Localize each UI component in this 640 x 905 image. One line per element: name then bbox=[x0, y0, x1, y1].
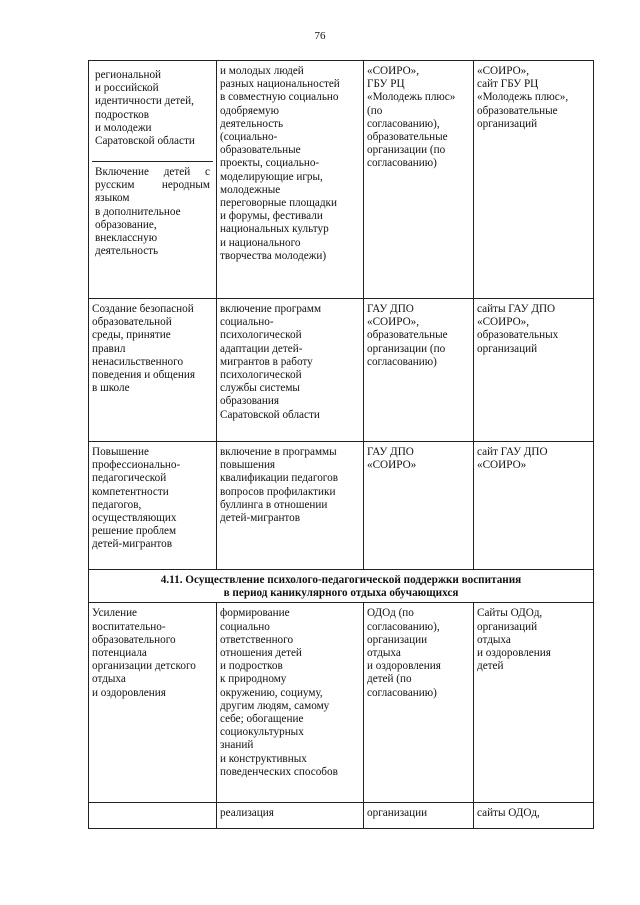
table-cell-2 bbox=[217, 603, 364, 803]
cell-line: языком bbox=[95, 192, 130, 205]
table-cell-4 bbox=[474, 603, 594, 803]
cell-line: вопросов профилактики bbox=[220, 485, 336, 498]
cell-line: и оздоровления bbox=[92, 686, 166, 699]
cell-line: (социально- bbox=[220, 131, 278, 144]
cell-line: организации (по bbox=[367, 342, 446, 355]
cell-line: сайт ГБУ РЦ bbox=[477, 78, 539, 91]
cell-line: повышения bbox=[220, 459, 276, 472]
cell-line: компетентности bbox=[92, 485, 169, 498]
cell-line: знаний bbox=[220, 739, 254, 752]
cell-line: образовательных bbox=[477, 329, 559, 342]
cell-line: и оздоровления bbox=[367, 660, 441, 673]
cell-line: службы системы bbox=[220, 382, 300, 395]
cell-line: реализация bbox=[220, 807, 274, 820]
cell-line: и молодых людей bbox=[220, 65, 304, 77]
table-row bbox=[89, 442, 594, 570]
cell-line: и национального bbox=[220, 236, 301, 249]
cell-line: и оздоровления bbox=[477, 647, 551, 660]
cell-line: ГАУ ДПО bbox=[367, 303, 414, 315]
table-cell-3 bbox=[364, 299, 474, 442]
table-cell-2 bbox=[217, 442, 364, 570]
cell-line: «СОИРО» bbox=[367, 459, 417, 472]
cell-line: в школе bbox=[92, 382, 130, 395]
cell-line: детей-мигрантов bbox=[220, 512, 301, 525]
cell-line: образование, bbox=[95, 218, 157, 231]
cell-line: организации bbox=[367, 633, 428, 646]
cell-line: «СОИРО», bbox=[477, 316, 530, 329]
cell-line: окружению, социуму, bbox=[220, 686, 323, 699]
cell-line: поведения и общения bbox=[92, 369, 195, 382]
cell-line: организаций bbox=[477, 620, 538, 633]
cell-section bbox=[92, 161, 213, 260]
cell-line: организации bbox=[367, 807, 428, 820]
cell-line: переговорные площадки bbox=[220, 197, 337, 210]
table-cell-2 bbox=[217, 803, 364, 829]
page-number: 76 bbox=[314, 30, 326, 42]
cell-line: отношения детей bbox=[220, 647, 302, 660]
table-cell-4 bbox=[474, 442, 594, 570]
cell-line: идентичности детей, bbox=[95, 95, 194, 108]
cell-line: сайты ГАУ ДПО bbox=[477, 303, 556, 315]
cell-line: «Молодежь плюс» bbox=[367, 91, 456, 104]
cell-line: образовательные bbox=[220, 144, 301, 157]
cell-line: согласованию) bbox=[367, 686, 437, 699]
cell-line: Сайты ОДОд, bbox=[477, 607, 543, 620]
cell-line: другим людям, самому bbox=[220, 699, 330, 712]
cell-line: «СОИРО», bbox=[367, 316, 420, 329]
cell-line: образования bbox=[220, 395, 280, 408]
table-cell-4 bbox=[474, 61, 594, 299]
cell-line: «СОИРО», bbox=[367, 65, 420, 77]
section-heading bbox=[89, 570, 594, 603]
cell-line: «СОИРО» bbox=[477, 459, 527, 472]
cell-line: и форумы, фестивали bbox=[220, 210, 323, 223]
table-cell-3 bbox=[364, 442, 474, 570]
cell-line: формирование bbox=[220, 607, 290, 620]
cell-line: русским неродным bbox=[95, 179, 210, 192]
cell-line: воспитательно- bbox=[92, 620, 166, 633]
cell-line: «СОИРО», bbox=[477, 65, 530, 77]
cell-line: Саратовской области bbox=[95, 135, 195, 148]
cell-line: социально bbox=[220, 620, 270, 633]
table-cell-1 bbox=[89, 299, 217, 442]
table-cell-4 bbox=[474, 803, 594, 829]
table-cell-3 bbox=[364, 803, 474, 829]
cell-line: (по bbox=[367, 104, 383, 117]
cell-line: детей bbox=[477, 660, 504, 673]
cell-line: деятельность bbox=[95, 245, 159, 258]
cell-line: образовательного bbox=[92, 633, 176, 646]
cell-line: буллинга в отношении bbox=[220, 498, 328, 511]
cell-line: организаций bbox=[477, 342, 538, 355]
cell-line: мигрантов в работу bbox=[220, 355, 313, 368]
cell-line: и подростков bbox=[220, 660, 283, 673]
cell-line: детей (по bbox=[367, 673, 412, 686]
cell-line: к природному bbox=[220, 673, 287, 686]
cell-line: моделирующие игры, bbox=[220, 170, 323, 183]
cell-line: Усиление bbox=[92, 607, 138, 620]
table-row bbox=[89, 603, 594, 803]
cell-line: согласованию) bbox=[367, 157, 437, 170]
cell-line: решение проблем bbox=[92, 525, 177, 538]
cell-line: включение программ bbox=[220, 303, 322, 315]
cell-line: в дополнительное bbox=[95, 205, 181, 218]
table-row bbox=[89, 299, 594, 442]
cell-line: одобряемую bbox=[220, 104, 279, 117]
cell-line: организации (по bbox=[367, 144, 446, 157]
cell-line: подростков bbox=[95, 108, 150, 121]
cell-line: психологической bbox=[220, 369, 302, 382]
program-table bbox=[88, 60, 594, 829]
cell-line: и молодежи bbox=[95, 121, 152, 134]
cell-line: ГБУ РЦ bbox=[367, 78, 405, 91]
cell-line: проекты, социально- bbox=[220, 157, 320, 170]
cell-line: социокультурных bbox=[220, 726, 304, 739]
cell-line: Саратовской области bbox=[220, 408, 320, 421]
cell-line: Создание безопасной bbox=[92, 303, 194, 315]
table-cell-2 bbox=[217, 61, 364, 299]
table-cell-1 bbox=[89, 603, 217, 803]
section-heading-line: 4.11. Осуществление психолого-педагогической поддержки воспитания bbox=[160, 574, 522, 586]
cell-line: психологической bbox=[220, 329, 302, 342]
table-cell-4 bbox=[474, 299, 594, 442]
cell-line: образовательной bbox=[92, 316, 172, 329]
cell-line: отдыха bbox=[477, 633, 511, 646]
cell-line: деятельность bbox=[220, 117, 284, 130]
cell-line: среды, принятие bbox=[92, 329, 171, 342]
cell-line: образовательные bbox=[477, 104, 558, 117]
cell-line: национальных культур bbox=[220, 223, 329, 236]
cell-line: творчества молодежи) bbox=[220, 249, 327, 262]
table-row bbox=[89, 803, 594, 829]
cell-line: педагогической bbox=[92, 472, 167, 485]
cell-line: разных национальностей bbox=[220, 78, 340, 91]
cell-line: отдыха bbox=[92, 673, 126, 686]
cell-line: сайты ОДОд, bbox=[477, 807, 540, 820]
cell-line: организаций bbox=[477, 117, 538, 130]
cell-line: согласованию) bbox=[367, 355, 437, 368]
cell-line: детей-мигрантов bbox=[92, 538, 173, 551]
cell-line: «Молодежь плюс», bbox=[477, 91, 569, 104]
cell-line: адаптации детей- bbox=[220, 342, 303, 355]
cell-line: квалификации педагогов bbox=[220, 472, 338, 485]
cell-line: сайт ГАУ ДПО bbox=[477, 446, 548, 458]
cell-line: себе; обогащение bbox=[220, 713, 304, 726]
table-cell-1 bbox=[89, 61, 217, 299]
section-row bbox=[89, 570, 594, 603]
cell-section bbox=[92, 65, 213, 161]
cell-line: и конструктивных bbox=[220, 752, 307, 765]
cell-line: потенциала bbox=[92, 647, 147, 660]
cell-line: внеклассную bbox=[95, 232, 158, 245]
table-cell-1 bbox=[89, 803, 217, 829]
cell-line: ОДОд (по bbox=[367, 607, 414, 620]
cell-line: ГАУ ДПО bbox=[367, 446, 414, 458]
table-cell-3 bbox=[364, 603, 474, 803]
cell-line: Включение детей с bbox=[95, 166, 210, 178]
cell-line: социально- bbox=[220, 316, 274, 329]
section-heading-line: в период каникулярного отдыха обучающихся bbox=[223, 587, 459, 600]
cell-line: в совместную социально bbox=[220, 91, 339, 104]
table-row bbox=[89, 61, 594, 299]
cell-line: образовательные bbox=[367, 131, 448, 144]
cell-line: отдыха bbox=[367, 647, 401, 660]
cell-line: организации детского bbox=[92, 660, 196, 673]
cell-line: включение в программы bbox=[220, 446, 337, 458]
cell-line: поведенческих способов bbox=[220, 765, 338, 778]
cell-line: осуществляющих bbox=[92, 512, 177, 525]
table-cell-1 bbox=[89, 442, 217, 570]
cell-line: образовательные bbox=[367, 329, 448, 342]
cell-line: Повышение bbox=[92, 446, 149, 458]
cell-line: ответственного bbox=[220, 633, 294, 646]
cell-line: и российской bbox=[95, 82, 159, 95]
cell-line: педагогов, bbox=[92, 498, 142, 511]
cell-line: молодежные bbox=[220, 183, 281, 196]
cell-line: согласованию), bbox=[367, 620, 440, 633]
cell-line: согласованию), bbox=[367, 117, 440, 130]
cell-line: ненасильственного bbox=[92, 355, 184, 368]
cell-line: профессионально- bbox=[92, 459, 181, 472]
cell-line: правил bbox=[92, 342, 126, 355]
table-cell-2 bbox=[217, 299, 364, 442]
table-cell-3 bbox=[364, 61, 474, 299]
cell-line: региональной bbox=[95, 69, 162, 81]
